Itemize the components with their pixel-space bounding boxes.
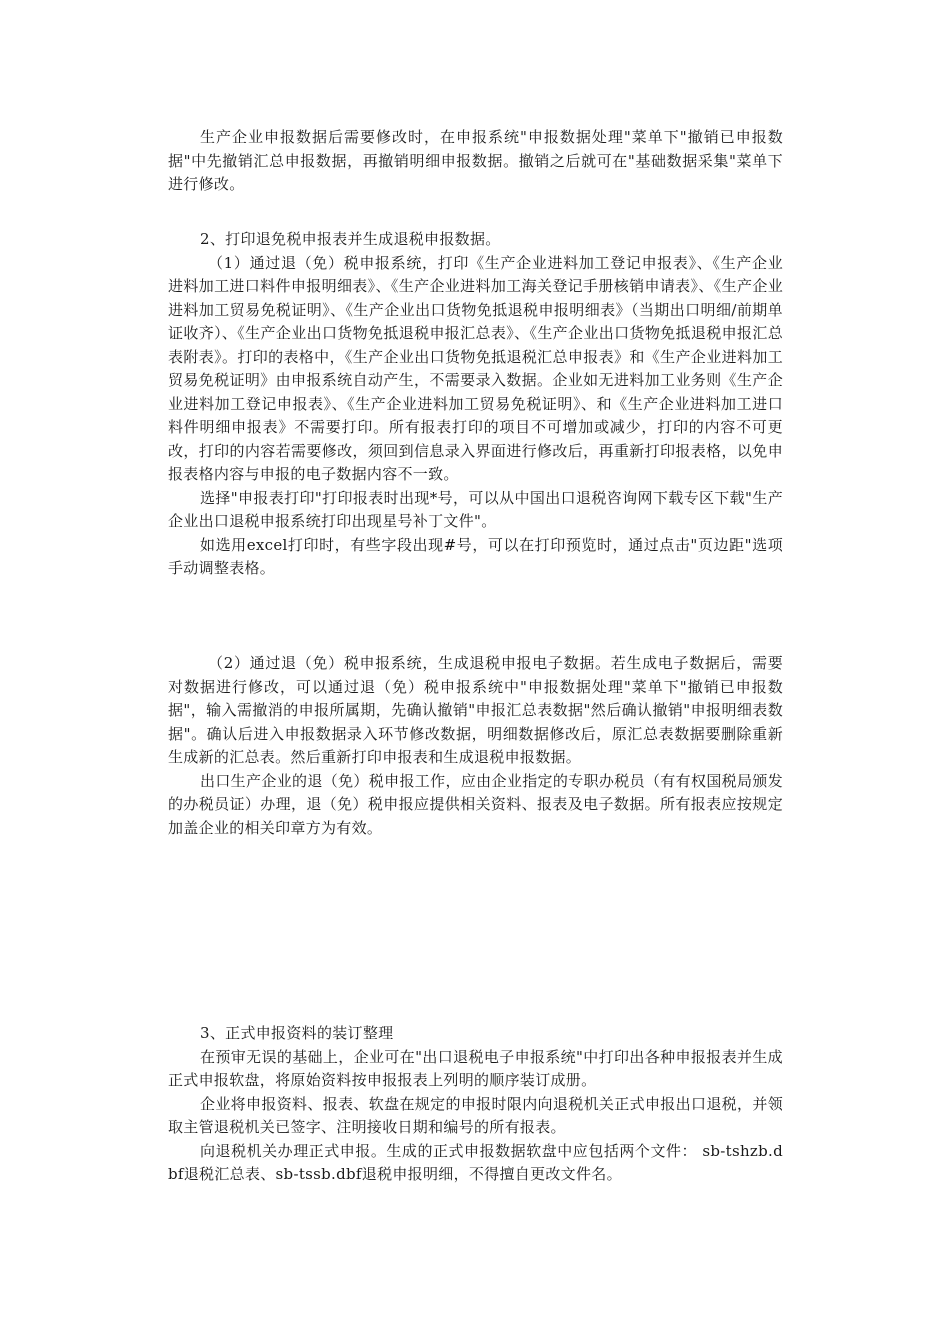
section-3-paragraph-3: 向退税机关办理正式申报。生成的正式申报数据软盘中应包括两个文件： sb-tshzb.dbf退税汇总表、sb-tssb.dbf退税申报明细，不得擅自更改文件名。 — [168, 1141, 783, 1183]
section-2-item-1: （1）通过退（免）税申报系统，打印《生产企业进料加工登记申报表》、《生产企业进料加工进口料件申报明细表》、《生产企业进料加工海关登记手册核销申请表》、《生产企业进料加工贸易免税证明》、《生产企业出口货物免抵退税申报明细表》（当期出口明细/前期单证收齐）、《生产企业出口货物免抵退税申报汇总表》、《生产企业出口货物免抵退税申报汇总表附表》。打印的表格中，《生产企业出口货物免抵退税汇总申报表》和《生产企业进料加工贸易免税证明》由申报系统自动产生，不需要录入数据。企业如无进料加工业务则《生产企业进料加工登记申报表》、《生产企业进料加工贸易免税证明》、和《生产企业进料加工进口料件明细申报表》不需要打印。所有报表打印的项目不可增加或减少，打印的内容不可更改，打印的内容若需要修改，须回到信息录入界面进行修改后，再重新打印报表格，以免申报表格内容与申报的电子数据内容不一致。 — [168, 253, 783, 483]
section-2-note-asterisk: 选择"申报表打印"打印报表时出现*号，可以从中国出口退税咨询网下载专区下载"生产企业出口退税申报系统打印出现星号补丁文件"。 — [168, 488, 783, 530]
section-2-heading: 2、打印退免税申报表并生成退税申报数据。 — [200, 230, 501, 248]
section-3-heading: 3、正式申报资料的装订整理 — [200, 1024, 394, 1042]
section-2-part-2-block — [168, 652, 783, 840]
section-3-paragraph-2: 企业将申报资料、报表、软盘在规定的申报时限内向退税机关正式申报出口退税，并领取主管退税机关已签字、注明接收日期和编号的所有报表。 — [168, 1094, 783, 1136]
section-3-paragraph-1: 在预审无误的基础上，企业可在"出口退税电子申报系统"中打印出各种申报报表并生成正式申报软盘，将原始资料按申报报表上列明的顺序装订成册。 — [168, 1047, 783, 1089]
section-2-block — [168, 228, 783, 581]
intro-block — [168, 126, 783, 197]
section-2-item-2: （2）通过退（免）税申报系统，生成退税申报电子数据。若生成电子数据后，需要对数据进行修改，可以通过退（免）税申报系统中"申报数据处理"菜单下"撤销已申报数据"，输入需撤消的申报所属期，先确认撤销"申报汇总表数据"然后确认撤销"申报明细表数据"。确认后进入申报数据录入环节修改数据，明细数据修改后，原汇总表数据要删除重新生成新的汇总表。然后重新打印申报表和生成退税申报数据。 — [168, 654, 783, 766]
section-3-block — [168, 1022, 783, 1187]
intro-paragraph: 生产企业申报数据后需要修改时，在申报系统"申报数据处理"菜单下"撤销已申报数据"中先撤销汇总申报数据，再撤销明细申报数据。撤销之后就可在"基础数据采集"菜单下进行修改。 — [168, 128, 783, 193]
section-2-note-excel: 如选用excel打印时，有些字段出现#号，可以在打印预览时，通过点击"页边距"选项手动调整表格。 — [168, 535, 783, 577]
section-2-note-officer: 出口生产企业的退（免）税申报工作，应由企业指定的专职办税员（有有权国税局颁发的办税员证）办理，退（免）税申报应提供相关资料、报表及电子数据。所有报表应按规定加盖企业的相关印章方为有效。 — [168, 771, 783, 837]
